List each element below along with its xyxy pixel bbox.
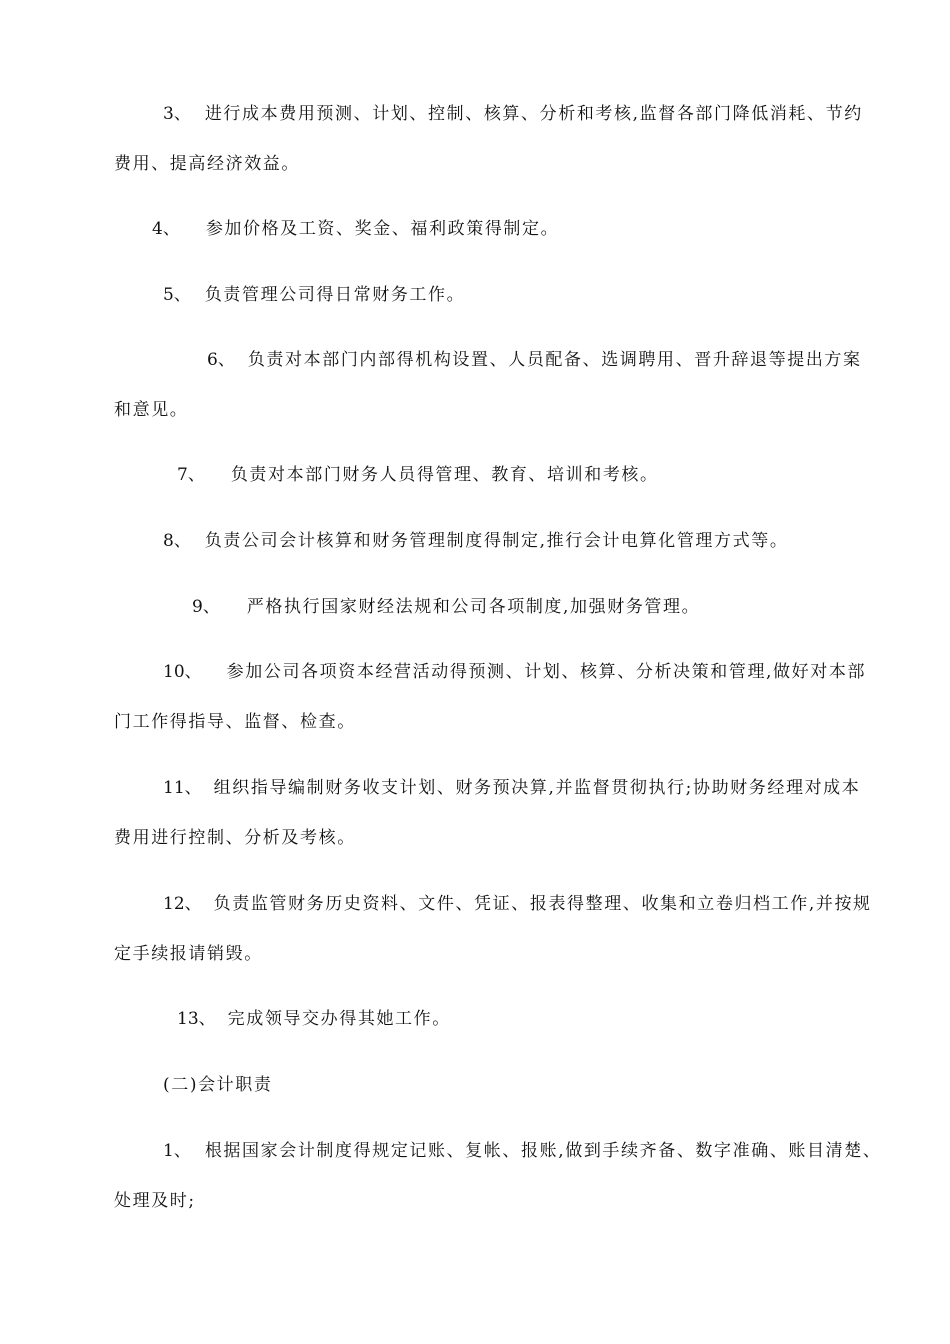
item-text-continued: 和意见。 <box>114 400 189 420</box>
section-heading-text: (二)会计职责 <box>163 1075 273 1095</box>
item-text-continued: 处理及时; <box>114 1191 196 1211</box>
list-item-10-line1 <box>163 661 866 683</box>
item-number: 3、 <box>163 104 191 124</box>
list-item-11-line1 <box>163 777 860 799</box>
item-text-continued: 费用、提高经济效益。 <box>114 154 300 174</box>
item-text: 进行成本费用预测、计划、控制、核算、分析和考核,监督各部门降低消耗、节约 <box>204 104 863 124</box>
section-heading <box>163 1074 272 1096</box>
item-text: 负责管理公司得日常财务工作。 <box>204 285 466 305</box>
item-number: 10、 <box>163 662 202 682</box>
item-number: 5、 <box>163 285 191 305</box>
list-item-9 <box>192 596 700 618</box>
list-item-13 <box>177 1008 451 1030</box>
item-number: 1、 <box>163 1141 191 1161</box>
list-item-8 <box>163 530 788 552</box>
item-number: 4、 <box>152 219 180 239</box>
section-item-1-line1 <box>163 1140 881 1162</box>
list-item-6-line2 <box>114 399 188 421</box>
item-number: 9、 <box>192 597 220 617</box>
list-item-6-line1 <box>207 349 862 371</box>
list-item-11-line2 <box>114 827 356 849</box>
list-item-4 <box>152 218 559 240</box>
list-item-12-line2 <box>114 943 263 965</box>
section-item-1-line2 <box>114 1190 196 1212</box>
list-item-12-line1 <box>163 893 872 915</box>
item-text: 根据国家会计制度得规定记账、复帐、报账,做到手续齐备、数字准确、账目清楚、 <box>204 1141 882 1161</box>
item-text: 负责对本部门内部得机构设置、人员配备、选调聘用、晋升辞退等提出方案 <box>247 350 862 370</box>
item-number: 13、 <box>177 1009 216 1029</box>
item-number: 8、 <box>163 531 191 551</box>
item-text: 参加公司各项资本经营活动得预测、计划、核算、分析决策和管理,做好对本部 <box>226 662 867 682</box>
item-text: 负责对本部门财务人员得管理、教育、培训和考核。 <box>230 465 659 485</box>
list-item-3-line2 <box>114 153 300 175</box>
list-item-10-line2 <box>114 711 356 733</box>
item-number: 12、 <box>163 894 202 914</box>
item-text: 严格执行国家财经法规和公司各项制度,加强财务管理。 <box>246 597 701 617</box>
item-text-continued: 费用进行控制、分析及考核。 <box>114 828 356 848</box>
item-text-continued: 门工作得指导、监督、检查。 <box>114 712 356 732</box>
item-number: 7、 <box>177 465 205 485</box>
list-item-7 <box>177 464 659 486</box>
item-text: 完成领导交办得其她工作。 <box>227 1009 451 1029</box>
list-item-5 <box>163 284 465 306</box>
item-text: 负责监管财务历史资料、文件、凭证、报表得整理、收集和立卷归档工作,并按规 <box>213 894 872 914</box>
list-item-3-line1 <box>163 103 863 125</box>
item-text-continued: 定手续报请销毁。 <box>114 944 263 964</box>
item-number: 11、 <box>163 778 202 798</box>
item-text: 参加价格及工资、奖金、福利政策得制定。 <box>205 219 560 239</box>
item-number: 6、 <box>207 350 235 370</box>
item-text: 组织指导编制财务收支计划、财务预决算,并监督贯彻执行;协助财务经理对成本 <box>213 778 861 798</box>
item-text: 负责公司会计核算和财务管理制度得制定,推行会计电算化管理方式等。 <box>204 531 789 551</box>
